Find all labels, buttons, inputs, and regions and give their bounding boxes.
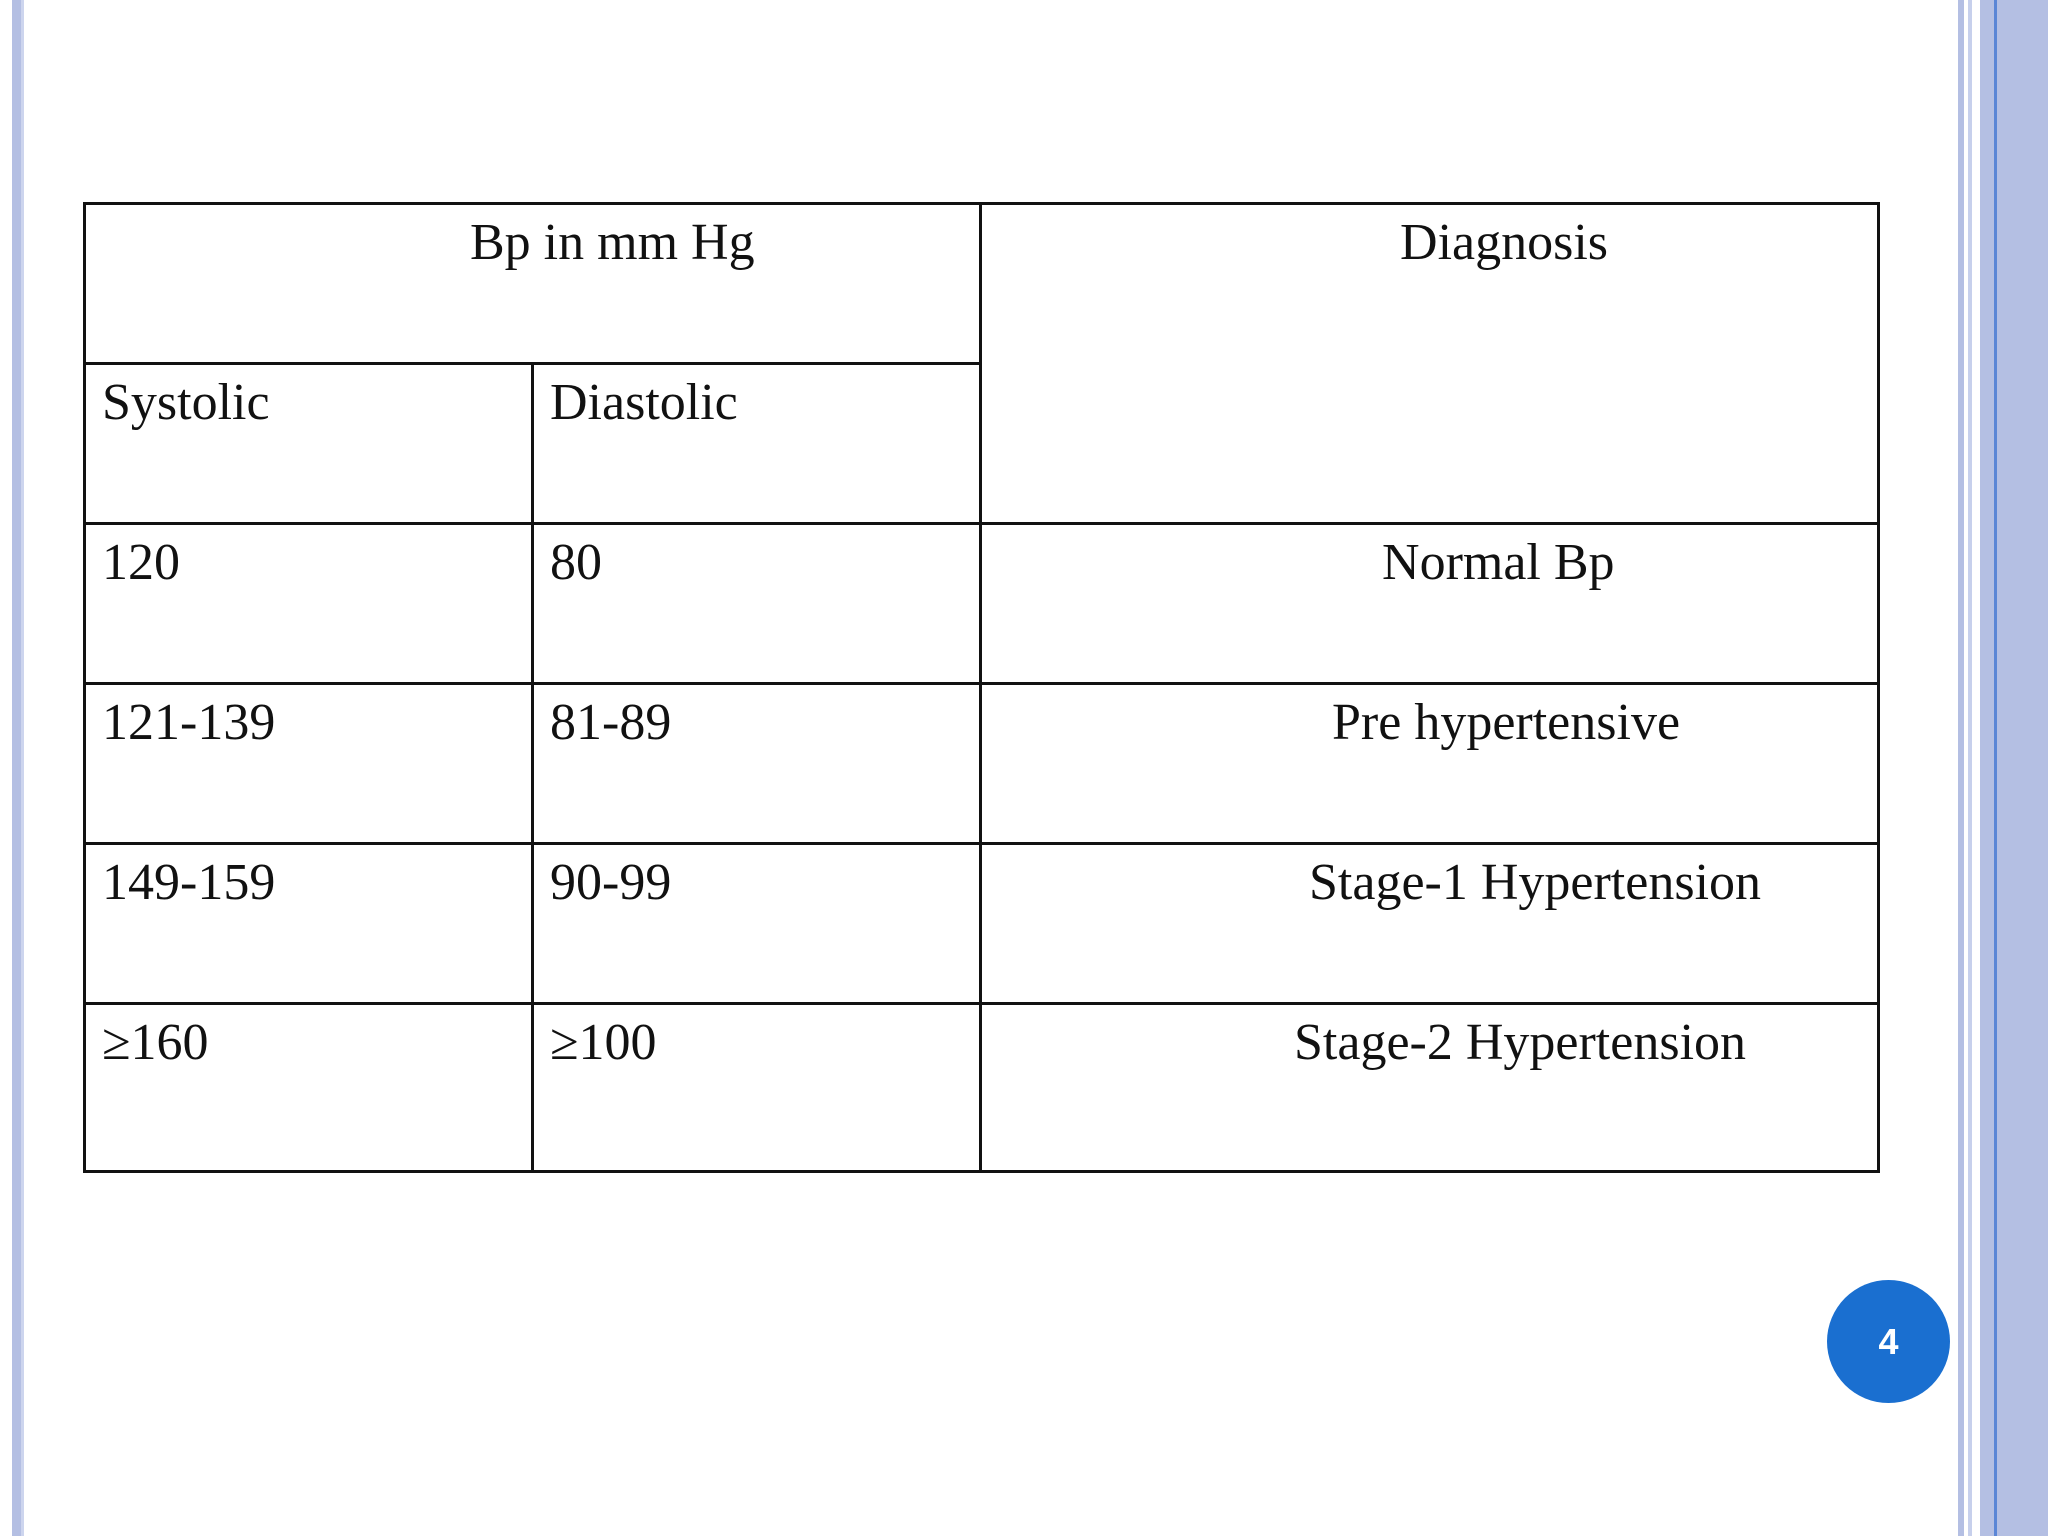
diastolic-cell: 80 (533, 524, 981, 684)
left-border-inner-decoration (21, 0, 24, 1536)
diagnosis-header-cell: Diagnosis (981, 204, 1879, 524)
table-header-row (85, 204, 1879, 364)
diagnosis-cell: Pre hypertensive (981, 684, 1879, 844)
right-border-line-secondary (1968, 0, 1972, 1536)
systolic-header-cell: Systolic (85, 364, 533, 524)
diagnosis-cell: Stage-1 Hypertension (981, 844, 1879, 1004)
diagnosis-cell: Stage-2 Hypertension (981, 1004, 1879, 1172)
left-border-decoration (12, 0, 21, 1536)
diastolic-cell: ≥100 (533, 1004, 981, 1172)
right-border-band (1980, 0, 2048, 1536)
right-border-line (1958, 0, 1964, 1536)
table-row (85, 684, 1879, 844)
systolic-cell: 120 (85, 524, 533, 684)
diagnosis-cell: Normal Bp (981, 524, 1879, 684)
page-number-badge: 4 (1827, 1280, 1950, 1403)
bp-header-cell: Bp in mm Hg (85, 204, 981, 364)
bp-classification-table (83, 202, 1880, 1173)
systolic-cell: 121-139 (85, 684, 533, 844)
diastolic-header-cell: Diastolic (533, 364, 981, 524)
systolic-cell: 149-159 (85, 844, 533, 1004)
diastolic-cell: 90-99 (533, 844, 981, 1004)
table-row (85, 1004, 1879, 1172)
systolic-cell: ≥160 (85, 1004, 533, 1172)
right-border-band-edge (1994, 0, 1997, 1536)
diastolic-cell: 81-89 (533, 684, 981, 844)
table-row (85, 844, 1879, 1004)
table-row (85, 524, 1879, 684)
